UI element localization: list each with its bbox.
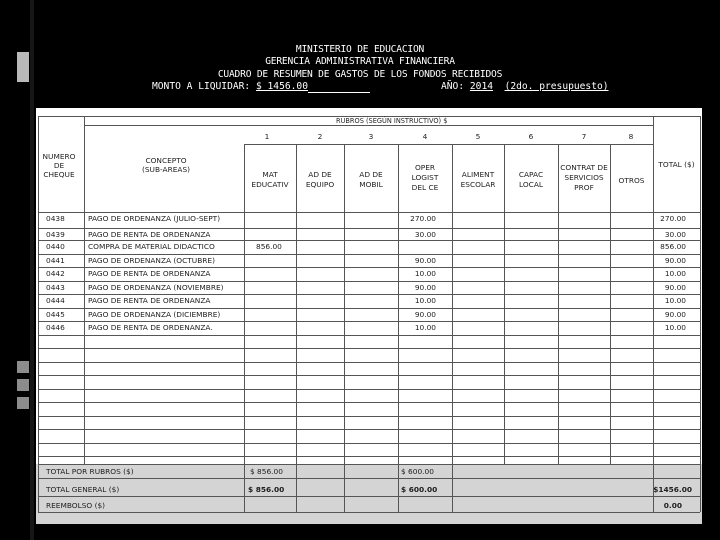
grid-line xyxy=(38,496,700,497)
rubros-title: RUBROS (SEGÚN INSTRUCTIVO) $ xyxy=(336,117,448,125)
amount-oper: 90.00 xyxy=(414,255,436,265)
amount-total: 10.00 xyxy=(664,269,686,278)
grid-line xyxy=(38,267,700,268)
amount-oper: 270.00 xyxy=(410,214,436,223)
rubro-header: EDUCATIV xyxy=(251,180,289,189)
rubro-number: 3 xyxy=(368,132,374,141)
rubro-number: 5 xyxy=(475,132,481,141)
rubro-header: CAPAC xyxy=(518,170,544,179)
cheque-number: 0438 xyxy=(46,214,65,223)
grid-line xyxy=(700,116,701,512)
rubro-header: ALIMENT xyxy=(461,170,495,179)
grid-line xyxy=(38,281,700,282)
grid-line xyxy=(84,116,85,464)
amount-oper: 10.00 xyxy=(414,269,436,278)
amount-total: 30.00 xyxy=(664,230,686,239)
concepto: COMPRA DE MATERIAL DIDACTICO xyxy=(88,242,215,251)
rubro-header: SERVICIOS xyxy=(564,173,604,182)
accent-square xyxy=(17,397,29,409)
cheque-number: 0445 xyxy=(46,309,65,319)
amount-mat: 856.00 xyxy=(256,242,282,251)
cheque-number: 0446 xyxy=(46,323,65,332)
expense-summary-table xyxy=(36,108,702,524)
amount-total: 10.00 xyxy=(664,296,686,305)
concepto: PAGO DE ORDENANZA (JULIO-SEPT) xyxy=(88,214,221,223)
accent-square xyxy=(17,361,29,373)
total-general-oper: $ 600.00 xyxy=(401,485,438,494)
rubro-number: 4 xyxy=(422,132,428,141)
cheque-number: 0439 xyxy=(46,230,65,239)
amount-total: 10.00 xyxy=(664,323,686,332)
cheque-number: 0443 xyxy=(46,282,65,292)
grid-line xyxy=(38,375,700,376)
concepto: PAGO DE ORDENANZA (DICIEMBRE) xyxy=(88,309,221,319)
column-header-numero: NUMERO xyxy=(42,152,76,161)
grid-line xyxy=(38,335,700,336)
total-rubros-label: TOTAL POR RUBROS ($) xyxy=(46,467,134,476)
cheque-number: 0441 xyxy=(46,255,65,265)
amount-oper: 10.00 xyxy=(414,296,436,305)
column-header-concepto: CONCEPTO xyxy=(145,156,187,165)
cheque-number: 0442 xyxy=(46,269,65,278)
column-header-total: TOTAL ($) xyxy=(658,160,695,169)
rubro-header: CONTRAT DE xyxy=(560,163,608,172)
cheque-number: 0440 xyxy=(46,242,65,251)
anio-note: (2do. presupuesto) xyxy=(504,81,609,92)
grid-line xyxy=(38,254,700,255)
rubro-number: 2 xyxy=(317,132,323,141)
monto-value: $ 1456.00 xyxy=(255,81,308,92)
rubro-header: LOCAL xyxy=(518,180,543,189)
rubro-number: 7 xyxy=(581,132,587,141)
ministry-title: MINISTERIO DE EDUCACION xyxy=(295,44,425,55)
grid-line xyxy=(38,362,700,363)
amount-oper: 30.00 xyxy=(414,230,436,239)
concepto: PAGO DE RENTA DE ORDENANZA xyxy=(88,230,211,239)
grid-line xyxy=(38,402,700,403)
total-rubros-oper: $ 600.00 xyxy=(401,467,434,476)
column-header-concepto: (SUB-AREAS) xyxy=(141,165,191,174)
grid-line xyxy=(38,228,700,229)
rubro-header: DEL CE xyxy=(411,183,439,192)
amount-total: 90.00 xyxy=(664,282,686,292)
anio-row xyxy=(441,81,609,93)
anio-label: AÑO: xyxy=(441,81,465,92)
grid-line xyxy=(38,512,700,513)
monto-label: MONTO A LIQUIDAR: xyxy=(152,81,251,92)
document-header xyxy=(0,44,720,92)
amount-total: 90.00 xyxy=(664,255,686,265)
total-general-label: TOTAL GENERAL ($) xyxy=(46,485,120,494)
anio-value: 2014 xyxy=(469,81,493,92)
grid-line xyxy=(38,464,700,465)
grid-line xyxy=(38,308,700,309)
concepto: PAGO DE ORDENANZA (OCTUBRE) xyxy=(88,255,215,265)
grid-line xyxy=(38,294,700,295)
grid-line xyxy=(38,240,700,241)
rubro-number: 6 xyxy=(528,132,534,141)
rubro-header: PROF xyxy=(574,183,594,192)
rubro-header: MAT xyxy=(262,170,278,179)
totals-band xyxy=(36,464,702,524)
grid-line xyxy=(38,456,700,457)
amount-oper: 90.00 xyxy=(414,282,436,292)
concepto: PAGO DE ORDENANZA (NOVIEMBRE) xyxy=(88,282,224,292)
total-general-total: $1456.00 xyxy=(653,485,692,494)
amount-total: 856.00 xyxy=(660,242,686,251)
amount-total: 270.00 xyxy=(660,214,686,223)
accent-square xyxy=(17,379,29,391)
column-header-numero: CHEQUE xyxy=(43,170,75,179)
rubro-header: MOBIL xyxy=(359,180,383,189)
grid-line xyxy=(38,416,700,417)
total-rubros-mat: $ 856.00 xyxy=(250,467,283,476)
amount-total: 90.00 xyxy=(664,309,686,319)
rubro-header: OPER xyxy=(414,163,436,172)
reembolso-label: REEMBOLSO ($) xyxy=(46,501,106,510)
grid-line xyxy=(38,429,700,430)
grid-line xyxy=(38,348,700,349)
rubro-header: AD DE xyxy=(308,170,332,179)
monto-underline xyxy=(308,83,370,93)
rubro-header: LOGIST xyxy=(411,173,439,182)
total-general-mat: $ 856.00 xyxy=(248,485,285,494)
grid-line xyxy=(38,478,700,479)
cheque-number: 0444 xyxy=(46,296,65,305)
report-title: CUADRO DE RESUMEN DE GASTOS DE LOS FONDOS RECIBIDOS xyxy=(217,68,503,80)
concepto: PAGO DE RENTA DE ORDENANZA. xyxy=(88,323,213,332)
grid-line xyxy=(38,443,700,444)
rubro-number: 1 xyxy=(264,132,270,141)
reembolso-total: 0.00 xyxy=(663,501,682,510)
rubro-header: OTROS xyxy=(618,176,645,185)
concepto: PAGO DE RENTA DE ORDENANZA xyxy=(88,269,211,278)
department-title: GERENCIA ADMINISTRATIVA FINANCIERA xyxy=(265,56,455,68)
amount-oper: 10.00 xyxy=(414,323,436,332)
amount-oper: 90.00 xyxy=(414,309,436,319)
column-header-numero: DE xyxy=(53,161,65,170)
grid-line xyxy=(38,321,700,322)
rubro-header: EQUIPO xyxy=(305,180,335,189)
grid-line xyxy=(38,212,700,213)
grid-line xyxy=(38,389,700,390)
grid-line xyxy=(244,144,653,145)
rubro-number: 8 xyxy=(628,132,634,141)
rubro-header: AD DE xyxy=(359,170,383,179)
rubro-header: ESCOLAR xyxy=(460,180,496,189)
concepto: PAGO DE RENTA DE ORDENANZA xyxy=(88,296,211,305)
